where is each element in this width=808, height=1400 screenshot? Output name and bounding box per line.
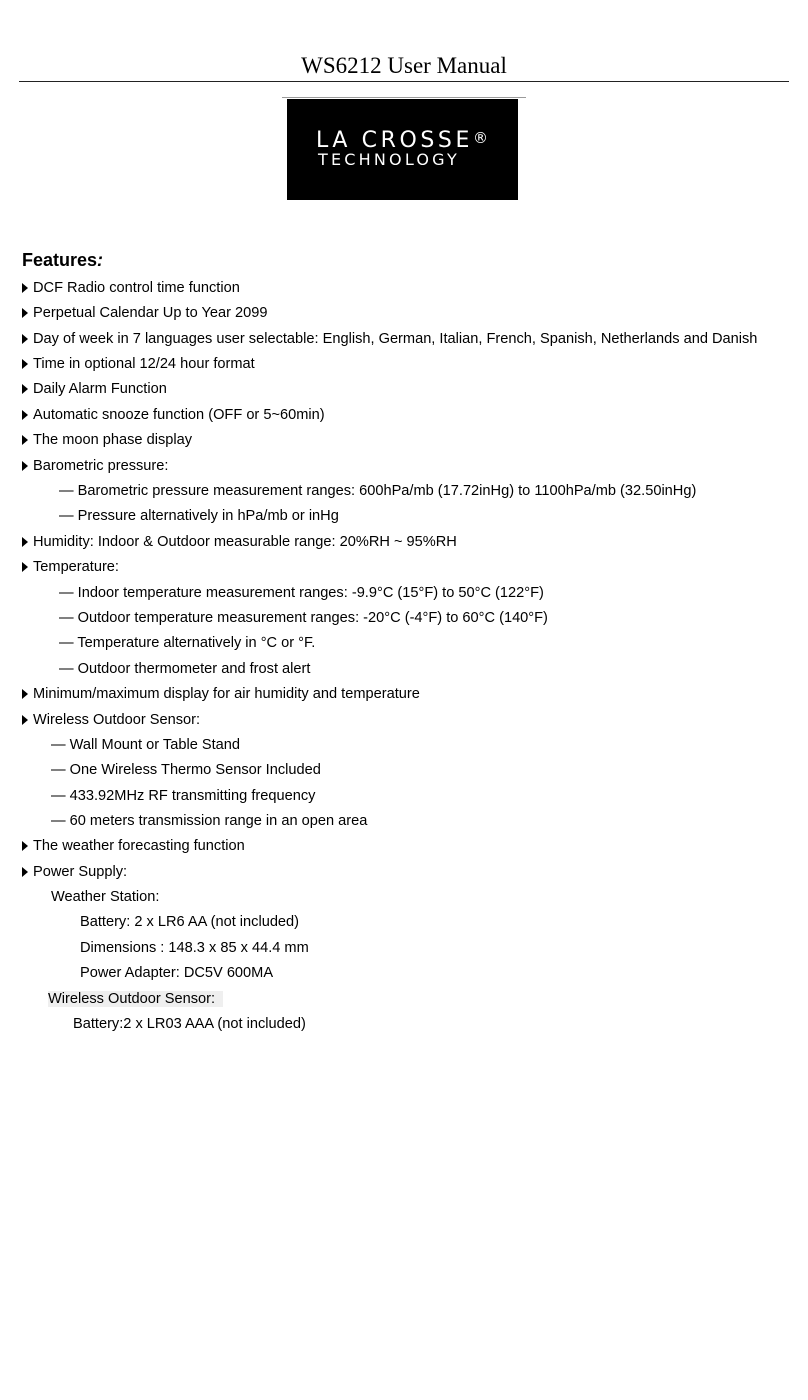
feature-text: Perpetual Calendar Up to Year 2099 (33, 305, 268, 321)
bullet-triangle-icon (22, 410, 28, 420)
feature-text: The weather forecasting function (33, 838, 245, 854)
feature-subitem: — Indoor temperature measurement ranges: -9.9°C (15°F) to 50°C (122°F) (59, 585, 544, 601)
feature-text: Temperature: (33, 559, 119, 575)
features-heading-colon: : (97, 250, 104, 270)
feature-subitem: — One Wireless Thermo Sensor Included (51, 762, 321, 778)
feature-item (22, 328, 757, 350)
feature-item (22, 429, 192, 451)
header-divider (19, 81, 789, 82)
feature-text: Daily Alarm Function (33, 381, 167, 397)
feature-subitem: — Pressure alternatively in hPa/mb or inHg (59, 508, 339, 524)
registered-mark: ® (473, 129, 488, 147)
feature-subitem: — Barometric pressure measurement ranges: 600hPa/mb (17.72inHg) to 1100hPa/mb (32.50inHg) (59, 483, 697, 499)
bullet-triangle-icon (22, 384, 28, 394)
features-heading-text: Features (22, 250, 98, 270)
feature-item (22, 455, 168, 477)
feature-subitem: — Outdoor temperature measurement ranges: -20°C (-4°F) to 60°C (140°F) (59, 610, 548, 626)
feature-item (22, 277, 240, 299)
page-title: WS6212 User Manual (301, 53, 507, 78)
bullet-triangle-icon (22, 359, 28, 369)
power-detail: Dimensions : 148.3 x 85 x 44.4 mm (80, 940, 309, 956)
feature-text: DCF Radio control time function (33, 280, 240, 296)
logo-brand-line (316, 126, 488, 153)
feature-item (22, 404, 325, 426)
feature-text: Barometric pressure: (33, 458, 169, 474)
feature-item (22, 531, 457, 553)
bullet-triangle-icon (22, 715, 28, 725)
feature-item (22, 709, 200, 731)
power-subheading-text: Wireless Outdoor Sensor: (48, 991, 223, 1007)
feature-text: Time in optional 12/24 hour format (33, 356, 255, 372)
bullet-triangle-icon (22, 435, 28, 445)
logo-brand-text: LA CROSSE (316, 128, 473, 153)
bullet-triangle-icon (22, 537, 28, 547)
features-heading (22, 248, 103, 272)
feature-item (22, 835, 245, 857)
feature-subitem: — 433.92MHz RF transmitting frequency (51, 788, 316, 804)
feature-item (22, 378, 167, 400)
feature-text: Day of week in 7 languages user selectable: English, German, Italian, French, Spanish, Netherlands and Danish (33, 331, 758, 347)
feature-item (22, 556, 119, 578)
la-crosse-logo (287, 99, 518, 200)
feature-item (22, 683, 420, 705)
power-subheading (48, 988, 223, 1010)
logo-divider (282, 97, 526, 98)
feature-subitem: — 60 meters transmission range in an open area (51, 813, 368, 829)
bullet-triangle-icon (22, 308, 28, 318)
feature-subitem: — Outdoor thermometer and frost alert (59, 661, 311, 677)
feature-text: Wireless Outdoor Sensor: (33, 712, 201, 728)
power-detail: Power Adapter: DC5V 600MA (80, 965, 274, 981)
feature-item (22, 861, 127, 883)
bullet-triangle-icon (22, 334, 28, 344)
power-subheading: Weather Station: (51, 889, 160, 905)
bullet-triangle-icon (22, 841, 28, 851)
bullet-triangle-icon (22, 461, 28, 471)
feature-text: Minimum/maximum display for air humidity and temperature (33, 686, 420, 702)
feature-text: Automatic snooze function (OFF or 5~60min) (33, 407, 325, 423)
bullet-triangle-icon (22, 562, 28, 572)
feature-text: Power Supply: (33, 864, 128, 880)
feature-text: The moon phase display (33, 432, 193, 448)
feature-subitem: — Wall Mount or Table Stand (51, 737, 240, 753)
power-detail: Battery:2 x LR03 AAA (not included) (73, 1016, 306, 1032)
logo-technology-text: TECHNOLOGY (318, 150, 460, 169)
feature-item (22, 353, 255, 375)
feature-text: Humidity: Indoor & Outdoor measurable range: 20%RH ~ 95%RH (33, 534, 457, 550)
feature-subitem: — Temperature alternatively in °C or °F. (59, 635, 316, 651)
bullet-triangle-icon (22, 283, 28, 293)
power-detail: Battery: 2 x LR6 AA (not included) (80, 914, 300, 930)
bullet-triangle-icon (22, 867, 28, 877)
bullet-triangle-icon (22, 689, 28, 699)
feature-item (22, 302, 267, 324)
